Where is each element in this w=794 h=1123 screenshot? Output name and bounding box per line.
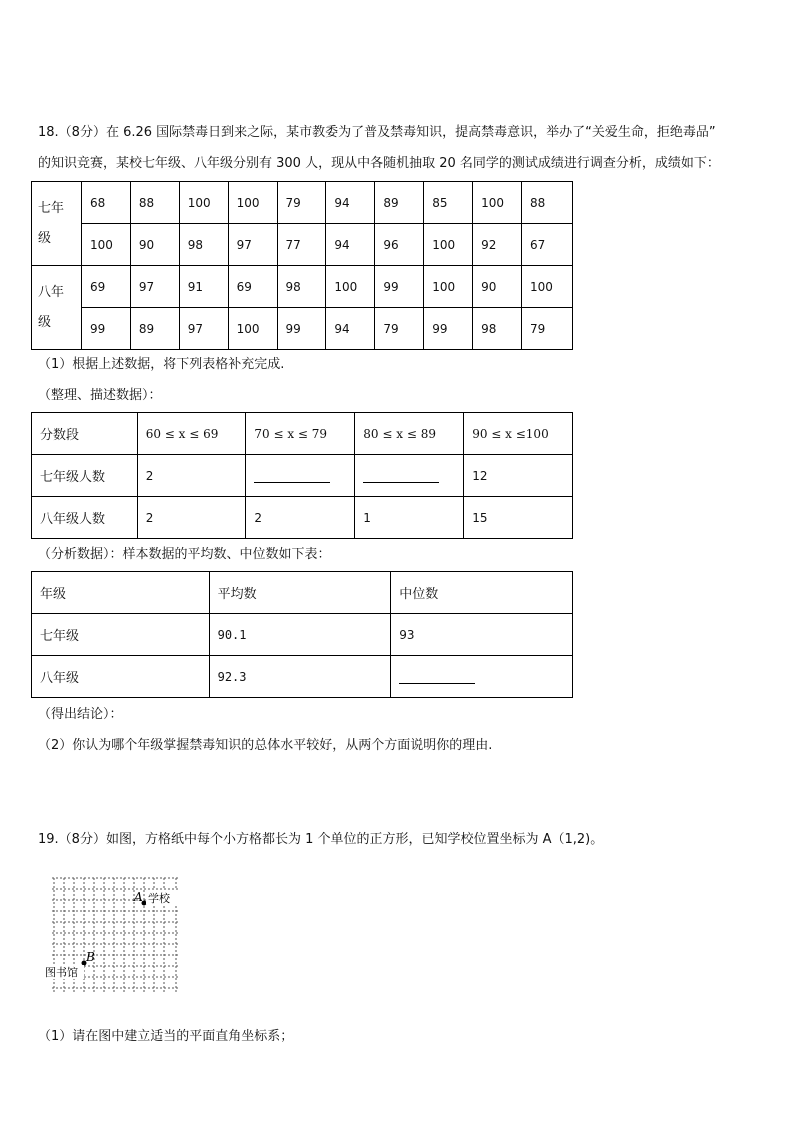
score-cell: 69	[81, 266, 130, 308]
stats-blank-cell[interactable]	[391, 656, 573, 698]
score-cell: 68	[81, 182, 130, 224]
stats-header-row	[32, 572, 573, 614]
answer-blank[interactable]	[399, 669, 475, 684]
q19-intro: 19.（8分）如图，方格纸中每个小方格都长为 1 个单位的正方形，已知学校位置坐标为 A（1,2)。	[38, 832, 604, 847]
stats-row-label: 八年级	[32, 656, 210, 698]
tally-header-row	[32, 413, 573, 455]
score-cell: 67	[522, 224, 573, 266]
score-cell: 100	[179, 182, 228, 224]
tally-header: 80 ≤ x ≤ 89	[355, 413, 464, 455]
score-cell: 77	[277, 224, 326, 266]
score-cell: 94	[326, 224, 375, 266]
organize-heading: （整理、描述数据）：	[38, 388, 162, 403]
grade8-label: 八年级	[32, 266, 82, 350]
score-cell: 97	[179, 308, 228, 350]
score-cell: 98	[277, 266, 326, 308]
conclusion-heading: （得出结论）：	[38, 707, 123, 722]
tally-blank-cell[interactable]	[246, 455, 355, 497]
score-cell: 91	[179, 266, 228, 308]
tally-cell: 2	[246, 497, 355, 539]
stats-header: 中位数	[391, 572, 573, 614]
score-cell: 98	[473, 308, 522, 350]
tally-table	[31, 412, 573, 539]
score-cell: 90	[473, 266, 522, 308]
grade8-row1	[32, 266, 573, 308]
score-cell: 92	[473, 224, 522, 266]
tally-cell: 12	[464, 455, 573, 497]
q18-part1: （1）根据上述数据，将下列表格补充完成.	[38, 357, 285, 372]
score-cell: 97	[228, 224, 277, 266]
grade7-row2	[32, 224, 573, 266]
score-cell: 100	[228, 308, 277, 350]
grid-figure	[44, 872, 184, 1002]
score-cell: 96	[375, 224, 424, 266]
score-cell: 85	[424, 182, 473, 224]
school-label: 学校	[148, 892, 170, 905]
score-cell: 88	[130, 182, 179, 224]
q18-intro-line1: 18.（8分）在 6.26 国际禁毒日到来之际，某市教委为了普及禁毒知识，提高禁毒意识，举办了“关爱生命，拒绝毒品”	[38, 125, 716, 140]
tally-row-label: 七年级人数	[32, 455, 138, 497]
tally-cell: 2	[137, 455, 246, 497]
score-cell: 79	[375, 308, 424, 350]
score-cell: 90	[130, 224, 179, 266]
score-cell: 100	[473, 182, 522, 224]
answer-blank[interactable]	[363, 468, 439, 483]
stats-median: 93	[391, 614, 573, 656]
tally-header: 60 ≤ x ≤ 69	[137, 413, 246, 455]
score-cell: 98	[179, 224, 228, 266]
grade7-label: 七年级	[32, 182, 82, 266]
score-cell: 89	[130, 308, 179, 350]
score-cell: 88	[522, 182, 573, 224]
score-cell: 79	[522, 308, 573, 350]
tally-row-label: 八年级人数	[32, 497, 138, 539]
tally-header: 分数段	[32, 413, 138, 455]
analyze-heading: （分析数据）：样本数据的平均数、中位数如下表：	[38, 547, 331, 562]
q18-part2: （2）你认为哪个年级掌握禁毒知识的总体水平较好，从两个方面说明你的理由.	[38, 738, 493, 753]
score-cell: 97	[130, 266, 179, 308]
stats-grade8-row	[32, 656, 573, 698]
tally-header: 70 ≤ x ≤ 79	[246, 413, 355, 455]
point-b-label: B	[86, 950, 95, 964]
score-cell: 99	[277, 308, 326, 350]
score-cell: 69	[228, 266, 277, 308]
score-cell: 100	[228, 182, 277, 224]
library-label: 图书馆	[45, 966, 78, 979]
score-cell: 79	[277, 182, 326, 224]
tally-cell: 2	[137, 497, 246, 539]
grid-paper-figure	[44, 872, 184, 998]
score-cell: 100	[326, 266, 375, 308]
grade8-row2	[32, 308, 573, 350]
score-cell: 89	[375, 182, 424, 224]
scores-table	[31, 181, 573, 350]
score-cell: 100	[522, 266, 573, 308]
answer-blank[interactable]	[254, 468, 330, 483]
stats-header: 年级	[32, 572, 210, 614]
stats-table	[31, 571, 573, 698]
tally-header: 90 ≤ x ≤100	[464, 413, 573, 455]
stats-header: 平均数	[209, 572, 391, 614]
score-cell: 100	[424, 224, 473, 266]
tally-cell: 1	[355, 497, 464, 539]
tally-cell: 15	[464, 497, 573, 539]
grade7-row1	[32, 182, 573, 224]
tally-grade8-row	[32, 497, 573, 539]
q18-intro-line2: 的知识竞赛，某校七年级、八年级分别有 300 人，现从中各随机抽取 20 名同学的测试成绩进行调查分析，成绩如下：	[38, 156, 720, 171]
tally-blank-cell[interactable]	[355, 455, 464, 497]
stats-mean: 90.1	[209, 614, 391, 656]
score-cell: 100	[81, 224, 130, 266]
score-cell: 100	[424, 266, 473, 308]
point-a-label: A	[134, 890, 143, 904]
score-cell: 94	[326, 182, 375, 224]
stats-grade7-row	[32, 614, 573, 656]
stats-row-label: 七年级	[32, 614, 210, 656]
q19-part1: （1）请在图中建立适当的平面直角坐标系；	[38, 1029, 294, 1044]
score-cell: 99	[424, 308, 473, 350]
score-cell: 99	[375, 266, 424, 308]
tally-grade7-row	[32, 455, 573, 497]
score-cell: 99	[81, 308, 130, 350]
score-cell: 94	[326, 308, 375, 350]
stats-mean: 92.3	[209, 656, 391, 698]
